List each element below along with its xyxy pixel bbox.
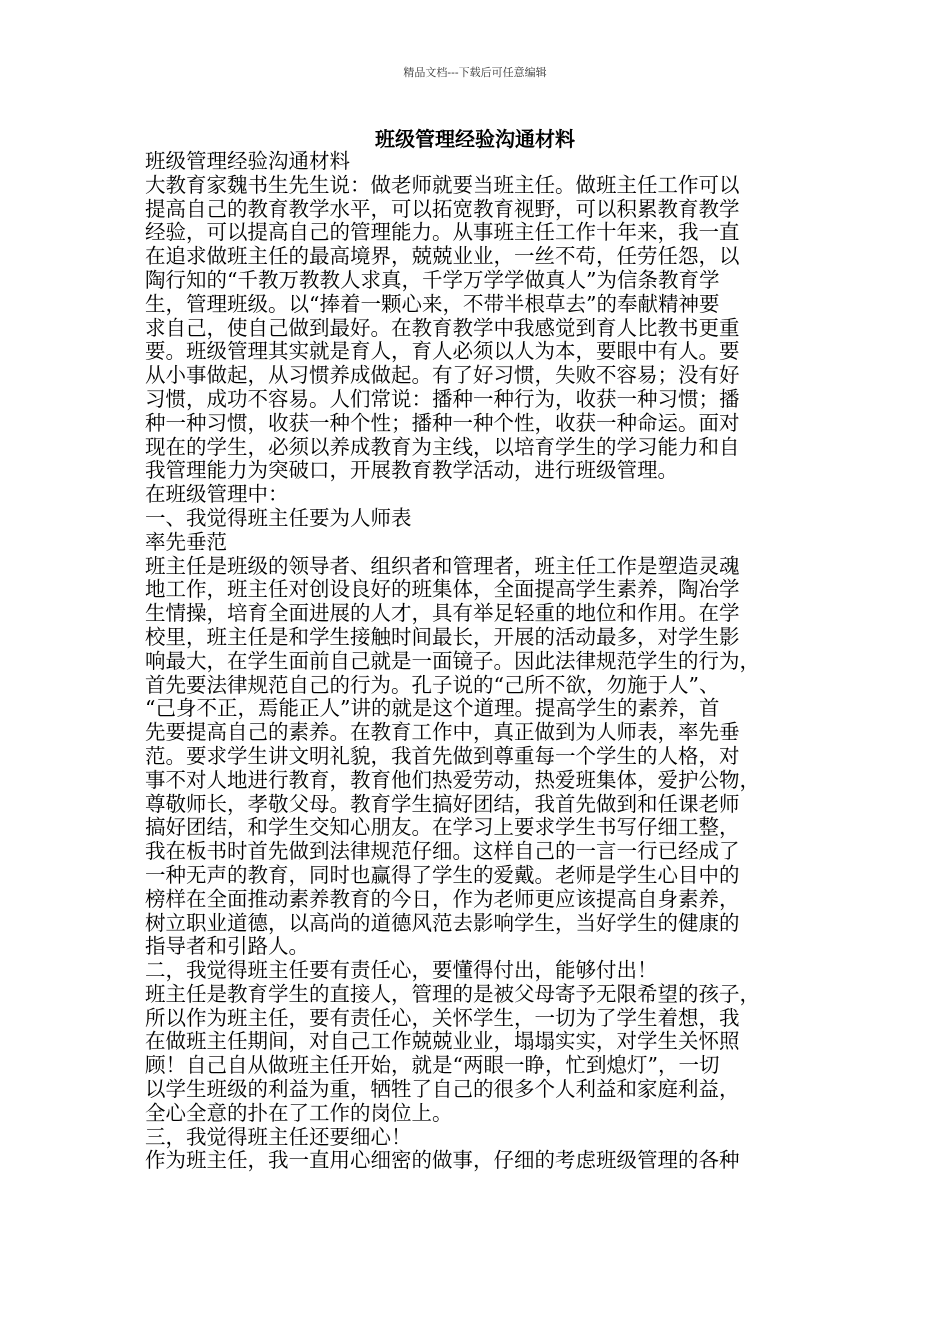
text-line: 范。要求学生讲文明礼貌，我首先做到尊重每一个学生的人格，对 bbox=[145, 743, 740, 768]
document-title: 班级管理经验沟通材料 bbox=[375, 127, 575, 151]
text-line: 先要提高自己的素养。在教育工作中，真正做到为人师表，率先垂 bbox=[145, 720, 740, 745]
text-line: 地工作，班主任对创设良好的班集体，全面提高学生素养，陶冶学 bbox=[145, 577, 740, 602]
text-line: 求自己，使自己做到最好。在教育教学中我感觉到育人比教书更重 bbox=[145, 315, 740, 340]
text-line: 我管理能力为突破口，开展教育教学活动，进行班级管理。 bbox=[145, 458, 678, 483]
text-line: 陶行知的“千教万教教人求真，千学万学学做真人”为信条教育学 bbox=[145, 267, 720, 292]
text-line: 生情操，培育全面进展的人才，具有举足轻重的地位和作用。在学 bbox=[145, 601, 740, 626]
text-line: 响最大，在学生面前自己就是一面镜子。因此法律规范学生的行为， bbox=[145, 648, 760, 673]
text-line: 在班级管理中： bbox=[145, 482, 289, 507]
text-line: 在做班主任期间，对自己工作兢兢业业，塌塌实实，对学生关怀照 bbox=[145, 1029, 740, 1054]
text-line: 树立职业道德，以高尚的道德风范去影响学生，当好学生的健康的 bbox=[145, 910, 740, 935]
text-line: 作为班主任，我一直用心细密的做事，仔细的考虑班级管理的各种 bbox=[145, 1148, 740, 1173]
text-line: 首先要法律规范自己的行为。孔子说的“己所不欲，勿施于人”、 bbox=[145, 672, 720, 697]
text-line: 要。班级管理其实就是育人，育人必须以人为本，要眼中有人。要 bbox=[145, 339, 740, 364]
page-header: 精品文档---下载后可任意编辑 bbox=[403, 66, 547, 79]
text-line: 二，我觉得班主任要有责任心，要懂得付出，能够付出！ bbox=[145, 958, 658, 983]
text-line: 班级管理经验沟通材料 bbox=[145, 149, 350, 173]
text-line: 一、我觉得班主任要为人师表 bbox=[145, 505, 412, 530]
text-line: 以学生班级的利益为重，牺牲了自己的很多个人利益和家庭利益， bbox=[145, 1077, 740, 1102]
document-body bbox=[145, 150, 805, 1173]
text-line: 全心全意的扑在了工作的岗位上。 bbox=[145, 1100, 453, 1125]
text-line: 率先垂范 bbox=[145, 529, 227, 554]
text-line: 提高自己的教育教学水平，可以拓宽教育视野，可以积累教育教学 bbox=[145, 196, 740, 221]
text-line: 班主任是班级的领导者、组织者和管理者，班主任工作是塑造灵魂 bbox=[145, 553, 740, 578]
text-line: 搞好团结，和学生交知心朋友。在学习上要求学生书写仔细工整， bbox=[145, 815, 740, 840]
text-line: 指导者和引路人。 bbox=[145, 934, 309, 959]
text-line: 习惯，成功不容易。人们常说：播种一种行为，收获一种习惯；播 bbox=[145, 386, 740, 411]
text-line: “己身不正，焉能正人”讲的就是这个道理。提高学生的素养，首 bbox=[145, 696, 720, 721]
text-line: 榜样在全面推动素养教育的今日，作为老师更应该提高自身素养， bbox=[145, 886, 740, 911]
text-line: 尊敬师长，孝敬父母。教育学生搞好团结，我首先做到和任课老师 bbox=[145, 791, 740, 816]
text-line: 事不对人地进行教育，教育他们热爱劳动，热爱班集体，爱护公物， bbox=[145, 767, 760, 792]
text-line: 大教育家魏书生先生说：做老师就要当班主任。做班主任工作可以 bbox=[145, 172, 740, 197]
text-line: 校里，班主任是和学生接触时间最长，开展的活动最多，对学生影 bbox=[145, 624, 740, 649]
text-line: 现在的学生，必须以养成教育为主线，以培育学生的学习能力和自 bbox=[145, 434, 740, 459]
text-line: 在追求做班主任的最高境界，兢兢业业，一丝不苟，任劳任怨，以 bbox=[145, 244, 740, 269]
text-line: 从小事做起，从习惯养成做起。有了好习惯，失败不容易；没有好 bbox=[145, 363, 740, 388]
text-line: 我在板书时首先做到法律规范仔细。这样自己的一言一行已经成了 bbox=[145, 839, 740, 864]
text-line: 所以作为班主任，要有责任心，关怀学生，一切为了学生着想，我 bbox=[145, 1005, 740, 1030]
text-line: 三，我觉得班主任还要细心！ bbox=[145, 1124, 412, 1149]
text-line: 种一种习惯，收获一种个性；播种一种个性，收获一种命运。面对 bbox=[145, 410, 740, 435]
text-line: 经验，可以提高自己的管理能力。从事班主任工作十年来，我一直 bbox=[145, 220, 740, 245]
text-line: 班主任是教育学生的直接人，管理的是被父母寄予无限希望的孩子， bbox=[145, 981, 760, 1006]
text-line: 一种无声的教育，同时也赢得了学生的爱戴。老师是学生心目中的 bbox=[145, 862, 740, 887]
text-line: 生，管理班级。以“捧着一颗心来，不带半根草去”的奉献精神要 bbox=[145, 291, 720, 316]
text-line: 顾！自己自从做班主任开始，就是“两眼一睁，忙到熄灯”，一切 bbox=[145, 1053, 720, 1078]
